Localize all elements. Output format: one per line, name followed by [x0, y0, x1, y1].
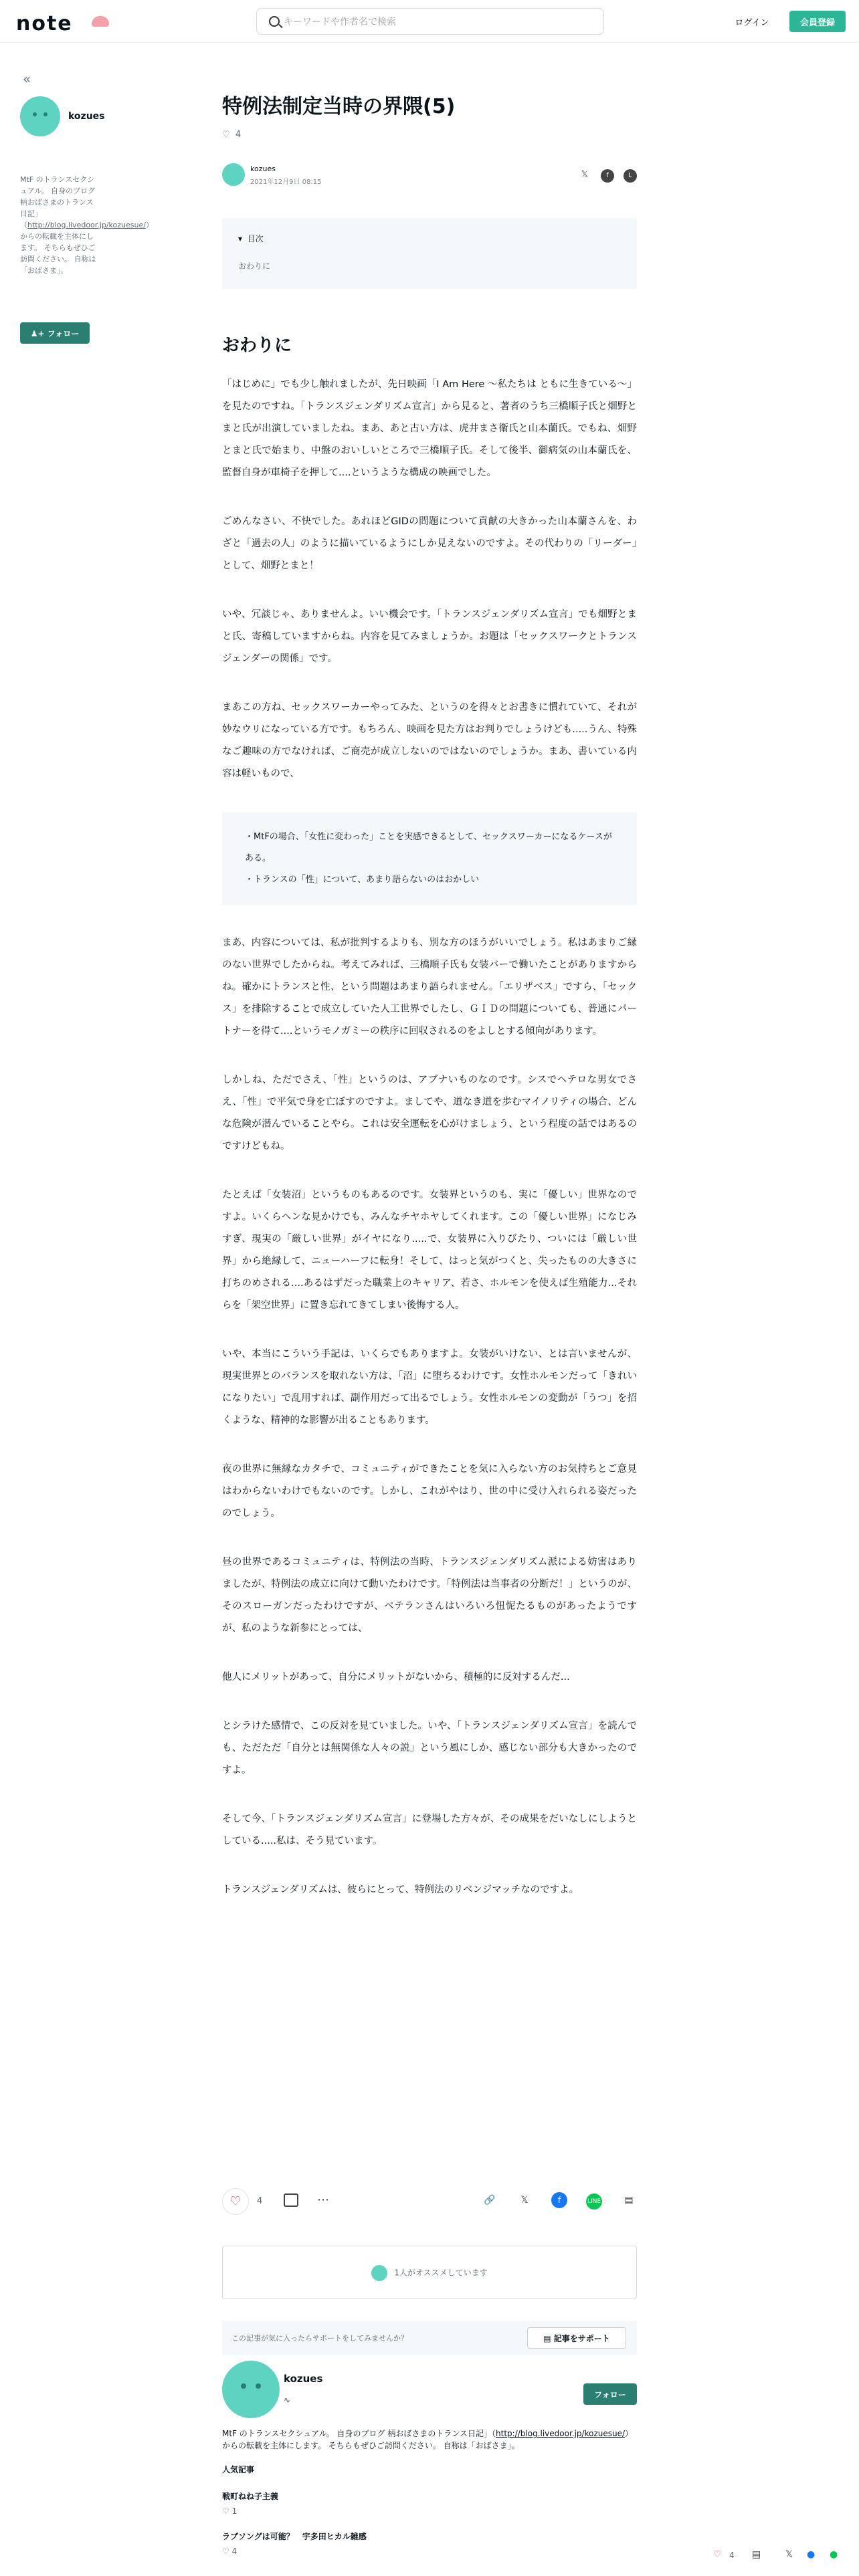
follow-label: フォロー [47, 328, 80, 338]
support-box [222, 2321, 637, 2355]
popular-article-title[interactable]: 戦町ねね子主義 [222, 2492, 279, 2501]
likes-count: 1 [231, 2506, 237, 2516]
search-icon [269, 16, 280, 27]
heart-outline-icon: ♡ [222, 2506, 232, 2516]
article [222, 94, 637, 1901]
paragraph: しかしね、ただでさえ、「性」というのは、アブナいものなのです。シスでヘテロな男女でさえ、「性」で平気で身を亡ぼすのですよ。ましてや、道なき道を歩むマイノリティの場合、どんな危険が潜んでいることやら。これは安全運転を心がけましょう、という程度の話ではあるのですけどもね。 [222, 1075, 637, 1152]
heart-outline-icon[interactable]: ♡ [222, 130, 230, 140]
x-share-icon[interactable]: 𝕏 [581, 170, 589, 180]
author-profile [222, 2361, 637, 2561]
quote-item: ・MtFの場合、「女性に変わった」ことを実感できるとして、セックスワーカーになるケースがある。 [245, 832, 612, 863]
paragraph: そして今、「トランスジェンダリズム宣言」に登場した方々が、その成果をだいなしにしようとしている.....私は、そう見ています。 [222, 1814, 637, 1846]
signup-button[interactable]: 会員登録 [789, 11, 846, 32]
table-of-contents [222, 218, 637, 289]
publish-date: 2021年12月9日 08:15 [250, 179, 322, 186]
recommend-box[interactable] [222, 2246, 637, 2299]
popular-heading: 人気記事 [222, 2465, 255, 2474]
embed-icon[interactable]: ▤ [624, 2195, 634, 2206]
follow-button[interactable] [20, 322, 90, 344]
search-box[interactable] [256, 8, 604, 35]
bio-text: MtF のトランスセクシュアル。 自身のブログ 柄おばさまのトランス日記」（ [222, 2429, 496, 2438]
bio-link[interactable]: http://blog.livedoor.jp/kozuesue/ [496, 2429, 626, 2438]
article-title: 特例法制定当時の界隈(5) [222, 95, 456, 118]
line-share-icon[interactable]: LINE [586, 2193, 602, 2210]
line-share-icon[interactable]: L [624, 169, 637, 183]
popular-article-likes [222, 2506, 237, 2516]
paragraph: ごめんなさい、不快でした。あれほどGIDの問題について貢献の大きかった山本蘭さんを、わざと「過去の人」のように描いているようにしか見えないのですよ。その代わりの「リーダー」として、畑野とまと！ [222, 516, 637, 571]
note-logo[interactable]: note [16, 12, 73, 35]
collapse-sidebar-icon[interactable]: « [23, 71, 31, 87]
bio-text: MtF のトランスセクシュアル。 自身のブログ 柄おばさまのトランス日記」（ [20, 175, 96, 229]
paragraph: いや、冗談じゃ、ありませんよ。いい機会です。「トランスジェンダリズム宣言」でも畑野とまと氏、寄稿していますからね。内容を見てみましょうか。お題は「セックスワークとトランスジェンダーの関係」です。 [222, 609, 637, 664]
paragraph: まあ、内容については、私が批判するよりも、別な方のほうがいいでしょう。私はあまりご縁のない世界でしたからね。考えてみれば、三橋順子氏も女装バーで働いたことがありますからね。確かにトランスと性、という問題はあまり語られません。「エリザベス」ですら、「セックス」を排除することで成立していた人工世界でしたし、ＧＩＤの問題についても、普通にパートナーを得て....というモノガミーの秩序に回収されるのをよしとする傾向があります。 [222, 938, 637, 1037]
paragraph: まあこの方ね、セックスワーカーやってみた、というのを得々とお書きに慣れていて、それが妙なウリになっている方です。もちろん、映画を見た方はお判りでしょうけども.....うん、特殊なご趣味の方でなければ、ご商売が成立しないのではないのでしょうか。まあ、書いている内容は軽いもので、 [222, 702, 637, 779]
heart-outline-icon: ♡ [222, 2547, 232, 2556]
article-meta [222, 159, 637, 193]
comment-icon[interactable] [284, 2193, 298, 2207]
like-count: 4 [235, 130, 242, 140]
like-button[interactable]: ♡ [222, 2188, 249, 2215]
avatar[interactable] [20, 96, 60, 136]
like-summary [222, 130, 637, 146]
like-count: 4 [257, 2196, 263, 2206]
sidebar-bio [20, 174, 153, 276]
link-icon[interactable]: 🔗 [484, 2195, 496, 2206]
section-heading: おわりに [222, 336, 292, 356]
follow-button[interactable]: フォロー [583, 2383, 637, 2405]
bio-text-tail: ）からの転載を主体にします。 そちらもぜひご訪問ください。 自称は「おばさま」。 [20, 221, 153, 275]
sidebar-author-name[interactable]: kozues [68, 111, 105, 122]
paragraph: いや、本当にこういう手記は、いくらでもありますよ。女装がいけない、とは言いませんが、現実世界とのバランスを取れない方は、「沼」に堕ちるわけです。女性ホルモンだって「きれいになりたい」で乱用すれば、副作用だって出るでしょう。女性ホルモンの変動が「うつ」を招くような、精神的な影響が出ることもあります。 [222, 1349, 637, 1426]
popular-article-likes [222, 2547, 237, 2556]
facebook-share-icon[interactable]: f [551, 2192, 567, 2208]
toc-toggle[interactable] [238, 233, 621, 244]
paragraph: たとえば「女装沼」というものもあるのです。女装界というのも、実に「優しい」世界なのですよ。いくらヘンな見かけでも、みんなチヤホヤしてくれます。この「優しい世界」になじみすぎ、現実の「厳しい世界」がイヤになり.....で、女装界に入りびたり、ついには「厳しい世界」から絶縁して、ニューハーフに転身！そして、はっと気がつくと、失ったものの大きさに打ちのめされる....あるはずだった職業上のキャリア、若さ、ホルモンを使えば生殖能力...それらを「架空世界」に置き忘れてきてしまい後悔する人。 [222, 1190, 637, 1311]
paragraph: 他人にメリットがあって、自分にメリットがないから、積極的に反対するんだ... [222, 1672, 570, 1683]
paragraph: 夜の世界に無縁なカタチで、コミュニティができたことを気に入らない方のお気持ちとご意見はわからないわけでもないのです。しかし、これがやはり、世の中に受け入れられる姿だったのでしょう。 [222, 1464, 637, 1519]
author-avatar[interactable] [222, 163, 245, 186]
recommender-avatar [371, 2265, 387, 2281]
profile-bio [222, 2428, 637, 2452]
facebook-share-icon[interactable]: f [601, 169, 614, 183]
author-name[interactable]: kozues [250, 165, 276, 173]
x-share-icon[interactable]: 𝕏 [785, 2549, 793, 2560]
avatar[interactable] [222, 2361, 280, 2418]
logo-mark-icon [92, 16, 109, 27]
paragraph: トランスジェンダリズムは、彼らにとって、特例法のリベンジマッチなのですよ。 [222, 1885, 579, 1895]
caret-down-icon: ▾ [238, 234, 243, 243]
likes-count: 4 [231, 2547, 237, 2556]
support-icon: ▤ [543, 2333, 554, 2343]
support-button[interactable] [527, 2327, 626, 2349]
toc-label: 目次 [247, 234, 264, 243]
search-input[interactable] [284, 14, 591, 30]
follow-icon: ♟+ [30, 328, 47, 338]
quote-item: ・トランスの「性」について、あまり語らないのはおかしい [245, 875, 480, 885]
share-actions [463, 2192, 637, 2210]
bio-link[interactable]: http://blog.livedoor.jp/kozuesue/ [27, 221, 146, 229]
global-header [0, 0, 859, 43]
x-share-icon[interactable]: 𝕏 [520, 2195, 529, 2206]
like-count: 4 [729, 2551, 735, 2560]
more-icon[interactable]: ⋯ [317, 2193, 329, 2207]
article-actions [222, 2183, 637, 2220]
recommend-text: 1人がオススメしています [394, 2268, 488, 2278]
share-icons [569, 167, 637, 183]
support-label: 記事をサポート [553, 2333, 610, 2343]
paragraph: 昼の世界であるコミュニティは、特例法の当時、トランスジェンダリズム派による妨害はありましたが、特例法の成立に向けて動いたわけです。「特例法は当事者の分断だ！」というのが、そのスローガンだったわけですが、ベテランさんはいろいろ忸怩たるものがあったようですが、私のような新参にとっては、 [222, 1557, 637, 1634]
blockquote [222, 812, 637, 905]
paragraph: とシラけた感情で、この反対を見ていました。いや、「トランスジェンダリズム宣言」を読んでも、ただただ「自分とは無関係な人々の説」という風にしか、感じない部分も大きかったのですよ。 [222, 1721, 637, 1776]
paragraph: 「はじめに」でも少し触れましたが、先日映画「I Am Here ～私たちは ともに生きている～」を見たのですね。「トランスジェンダリズム宣言」から見ると、著者のうち三橋順子氏と畑野とまと氏が出演していましたね。まあ、あと古い方は、虎井まさ衛氏と山本蘭氏。でもね、畑野とまと氏で始まり、中盤のおいしいところで三橋順子氏。そして後半、御病気の山本蘭氏を、監督自身が車椅子を押して....というような構成の映画でした。 [222, 379, 637, 478]
recommend-summary [223, 2265, 636, 2281]
login-button[interactable]: ログイン [724, 8, 780, 35]
facebook-share-icon[interactable]: ● [807, 2549, 816, 2560]
line-share-icon[interactable]: ● [830, 2549, 838, 2560]
floating-action-bar [702, 2545, 859, 2569]
support-prompt: この記事が気に入ったらサポートをしてみませんか？ [231, 2334, 408, 2343]
profile-name[interactable]: kozues [284, 2373, 323, 2385]
rss-icon[interactable]: ∿ [284, 2395, 291, 2405]
toc-item[interactable]: おわりに [238, 261, 271, 271]
bio-text-tail: ）からの転載を主体にします。 そちらもぜひご訪問ください。 自称は「おばさま」。 [222, 2429, 634, 2450]
popular-article-title[interactable]: ラブソングは可能？ 宇多田ヒカル雑感 [222, 2532, 367, 2541]
magazine-icon[interactable]: ▤ [752, 2549, 761, 2560]
like-button-icon[interactable]: ♡ [713, 2549, 722, 2560]
